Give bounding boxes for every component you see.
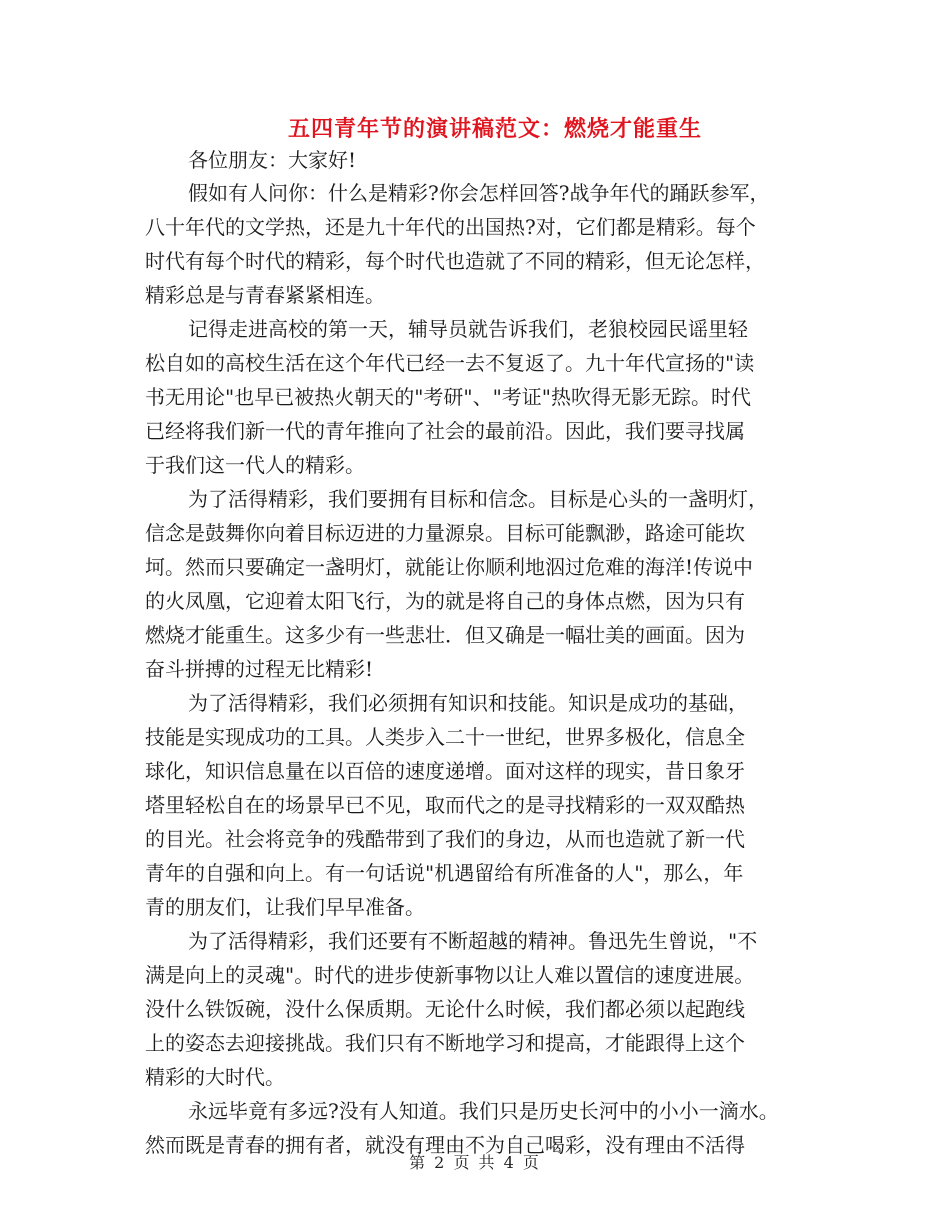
text-line: 的火凤凰，它迎着太阳飞行，为的就是将自己的身体点燃，因为只有 — [145, 589, 745, 613]
text-line: 青年的自强和向上。有一句话说"机遇留给有所准备的人"，那么，年 — [145, 861, 744, 885]
text-line: 坷。然而只要确定一盏明灯，就能让你顺利地泅过危难的海洋!传说中 — [145, 555, 754, 579]
text-line: 精彩的大时代。 — [145, 1065, 285, 1089]
text-line: 奋斗拼搏的过程无比精彩! — [145, 657, 374, 681]
text-line: 已经将我们新一代的青年推向了社会的最前沿。因此，我们要寻找属 — [145, 419, 745, 443]
text-line: 书无用论"也早已被热火朝天的"考研"、"考证"热吹得无影无踪。时代 — [145, 385, 751, 409]
text-line: 满是向上的灵魂"。时代的进步使新事物以让人难以置信的速度进展。 — [145, 963, 755, 987]
text-line: 信念是鼓舞你向着目标迈进的力量源泉。目标可能飘渺，路途可能坎 — [145, 521, 745, 545]
text-line: 然而既是青春的拥有者，就没有理由不为自己喝彩，没有理由不活得 — [145, 1133, 745, 1157]
text-line: 记得走进高校的第一天，辅导员就告诉我们，老狼校园民谣里轻 — [188, 317, 748, 341]
text-line: 为了活得精彩，我们必须拥有知识和技能。知识是成功的基础， — [188, 691, 748, 715]
text-line: 青的朋友们，让我们早早准备。 — [145, 895, 425, 919]
text-line: 精彩总是与青春紧紧相连。 — [145, 283, 385, 307]
text-line: 没什么铁饭碗，没什么保质期。无论什么时候，我们都必须以起跑线 — [145, 997, 745, 1021]
footer-prefix: 第 — [409, 1153, 428, 1172]
text-line: 的目光。社会将竞争的残酷带到了我们的身边，从而也造就了新一代 — [145, 827, 745, 851]
footer-suffix: 页 — [522, 1153, 541, 1172]
text-line: 球化，知识信息量在以百倍的速度递增。面对这样的现实，昔日象牙 — [145, 759, 745, 783]
text-line: 塔里轻松自在的场景早已不见，取而代之的是寻找精彩的一双双酷热 — [145, 793, 745, 817]
text-line: 永远毕竟有多远?没有人知道。我们只是历史长河中的小小一滴水。 — [188, 1099, 779, 1123]
document-title: 五四青年节的演讲稿范文：燃烧才能重生 — [287, 116, 702, 142]
text-line: 于我们这一代人的精彩。 — [145, 453, 365, 477]
footer-total-pages: 4 — [503, 1153, 516, 1172]
text-line: 八十年代的文学热，还是九十年代的出国热?对，它们都是精彩。每个 — [145, 215, 756, 239]
page-footer — [0, 1150, 950, 1173]
text-line: 松自如的高校生活在这个年代已经一去不复返了。九十年代宣扬的"读 — [145, 351, 755, 375]
text-line: 燃烧才能重生。这多少有一些悲壮．但又确是一幅壮美的画面。因为 — [145, 623, 745, 647]
text-line: 为了活得精彩，我们还要有不断超越的精神。鲁迅先生曾说，"不 — [188, 929, 758, 953]
text-line: 假如有人问你：什么是精彩?你会怎样回答?战争年代的踊跃参军， — [188, 181, 770, 205]
text-line: 为了活得精彩，我们要拥有目标和信念。目标是心头的一盏明灯， — [188, 487, 768, 511]
footer-page-number: 2 — [434, 1153, 447, 1172]
text-line: 上的姿态去迎接挑战。我们只有不断地学习和提高，才能跟得上这个 — [145, 1031, 745, 1055]
text-line: 时代有每个时代的精彩，每个时代也造就了不同的精彩，但无论怎样， — [145, 249, 765, 273]
text-line: 技能是实现成功的工具。人类步入二十一世纪，世界多极化，信息全 — [145, 725, 745, 749]
text-line: 各位朋友：大家好! — [188, 148, 357, 172]
footer-middle: 页 共 — [453, 1153, 497, 1172]
